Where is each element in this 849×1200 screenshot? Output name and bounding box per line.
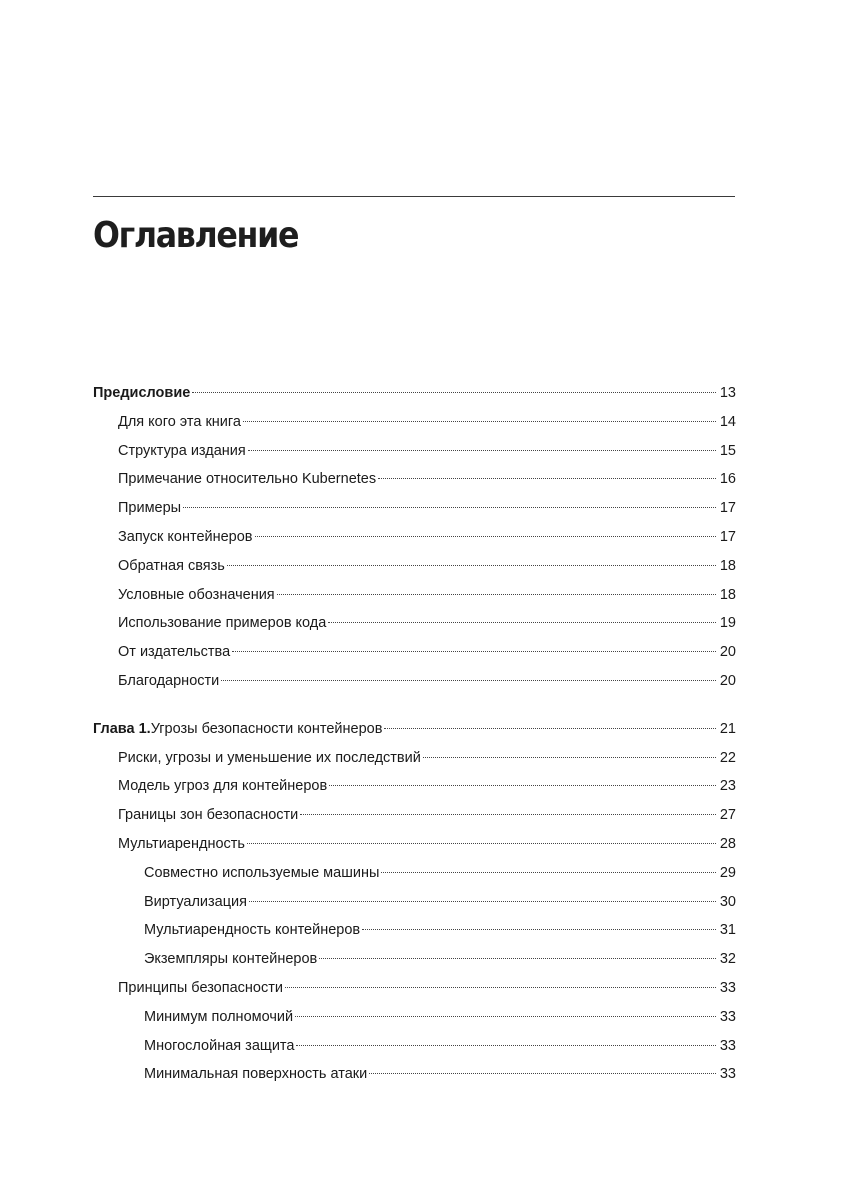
dot-leader — [248, 450, 716, 451]
toc-entry-page: 29 — [719, 864, 736, 881]
toc-entry[interactable] — [93, 801, 736, 830]
dot-leader — [221, 680, 716, 681]
toc-entry-page: 19 — [719, 615, 736, 632]
toc-entry[interactable] — [93, 494, 736, 523]
dot-leader — [296, 1045, 716, 1046]
dot-leader — [295, 1016, 716, 1017]
dot-leader — [362, 929, 716, 930]
toc-entry-page: 13 — [719, 385, 736, 401]
dot-leader — [300, 814, 716, 815]
toc-entry[interactable] — [93, 581, 736, 610]
toc-entry-page: 21 — [719, 720, 736, 737]
toc-entry[interactable] — [93, 609, 736, 638]
toc-entry-page: 33 — [719, 1066, 736, 1083]
toc-entry[interactable] — [93, 552, 736, 581]
toc-entry-page: 14 — [719, 413, 736, 430]
toc-entry[interactable] — [93, 888, 736, 917]
toc-entry-label: Минимальная поверхность атаки — [144, 1066, 368, 1083]
toc-entry-label: Запуск контейнеров — [118, 528, 253, 545]
toc-entry-label: Благодарности — [118, 672, 220, 689]
toc-entry[interactable] — [93, 744, 736, 773]
toc-entry-page: 23 — [719, 778, 736, 795]
dot-leader — [285, 987, 716, 988]
toc-entry-label: Минимум полномочий — [144, 1008, 294, 1025]
toc-entry[interactable] — [93, 1032, 736, 1061]
toc-entry-page: 33 — [719, 1037, 736, 1054]
toc-entry-label: Использование примеров кода — [118, 615, 327, 632]
dot-leader — [319, 958, 716, 959]
dot-leader — [192, 392, 716, 393]
dot-leader — [183, 507, 716, 508]
toc-entry-label: Структура издания — [118, 442, 246, 459]
dot-leader — [243, 421, 716, 422]
toc-entry-label: Границы зон безопасности — [118, 807, 299, 824]
page-title: Оглавление — [93, 215, 299, 256]
toc-entry[interactable] — [93, 945, 736, 974]
dot-leader — [423, 757, 716, 758]
toc-entry[interactable] — [93, 830, 736, 859]
toc-entry[interactable] — [93, 465, 736, 494]
toc-entry-label: Многослойная защита — [144, 1037, 295, 1054]
toc-entry-page: 30 — [719, 893, 736, 910]
toc-entry[interactable] — [93, 638, 736, 667]
toc-entry-page: 22 — [719, 749, 736, 766]
toc-entry-preface[interactable] — [93, 379, 736, 408]
toc-entry-page: 20 — [719, 644, 736, 661]
toc-entry-label: Условные обозначения — [118, 586, 275, 603]
toc-entry-prefix: Глава 1. — [93, 720, 151, 737]
toc-entry-label: Риски, угрозы и уменьшение их последствий — [118, 749, 421, 766]
toc-entry[interactable] — [93, 916, 736, 945]
dot-leader — [227, 565, 716, 566]
toc-entry-page: 20 — [719, 672, 736, 689]
toc-entry[interactable] — [93, 437, 736, 466]
dot-leader — [369, 1073, 716, 1074]
toc-entry-page: 32 — [719, 951, 736, 968]
toc-entry-label: Модель угроз для контейнеров — [118, 778, 328, 795]
toc-entry-page: 17 — [719, 528, 736, 545]
toc-entry-page: 16 — [719, 471, 736, 488]
dot-leader — [255, 536, 716, 537]
toc-entry-page: 18 — [719, 557, 736, 574]
toc-entry[interactable] — [93, 1060, 736, 1089]
toc-entry[interactable] — [93, 667, 736, 696]
toc-entry-label: Обратная связь — [118, 557, 225, 574]
toc-entry-page: 28 — [719, 835, 736, 852]
toc-entry[interactable] — [93, 523, 736, 552]
table-of-contents — [93, 379, 736, 1089]
toc-entry-chapter-1[interactable] — [93, 715, 736, 744]
title-rule — [93, 196, 735, 197]
toc-entry-label: Примеры — [118, 500, 182, 517]
dot-leader — [232, 651, 716, 652]
toc-entry-page: 17 — [719, 500, 736, 517]
dot-leader — [277, 594, 716, 595]
toc-entry[interactable] — [93, 974, 736, 1003]
toc-entry[interactable] — [93, 859, 736, 888]
toc-entry-label: Примечание относительно Kubernetes — [118, 471, 377, 488]
toc-entry-page: 15 — [719, 442, 736, 459]
toc-entry-label: Виртуализация — [144, 893, 248, 910]
toc-entry-label: Мультиарендность контейнеров — [144, 922, 361, 939]
dot-leader — [381, 872, 716, 873]
dot-leader — [247, 843, 716, 844]
dot-leader — [328, 622, 716, 623]
toc-entry-label: Экземпляры контейнеров — [144, 951, 318, 968]
dot-leader — [329, 785, 716, 786]
toc-entry-page: 27 — [719, 807, 736, 824]
toc-entry-prefix: Предисловие — [93, 385, 191, 401]
toc-entry-label: Принципы безопасности — [118, 979, 283, 996]
toc-entry[interactable] — [93, 408, 736, 437]
toc-entry-page: 33 — [719, 979, 736, 996]
toc-entry-label: Совместно используемые машины — [144, 864, 380, 881]
toc-entry[interactable] — [93, 772, 736, 801]
dot-leader — [249, 901, 716, 902]
toc-entry[interactable] — [93, 1003, 736, 1032]
toc-entry-label: От издательства — [118, 644, 231, 661]
dot-leader — [384, 728, 716, 729]
toc-entry-label: Угрозы безопасности контейнеров — [150, 720, 383, 737]
toc-entry-page: 33 — [719, 1008, 736, 1025]
toc-entry-page: 18 — [719, 586, 736, 603]
toc-entry-label: Для кого эта книга — [118, 413, 241, 430]
dot-leader — [378, 478, 716, 479]
toc-entry-page: 31 — [719, 922, 736, 939]
toc-entry-label: Мультиарендность — [118, 835, 245, 852]
